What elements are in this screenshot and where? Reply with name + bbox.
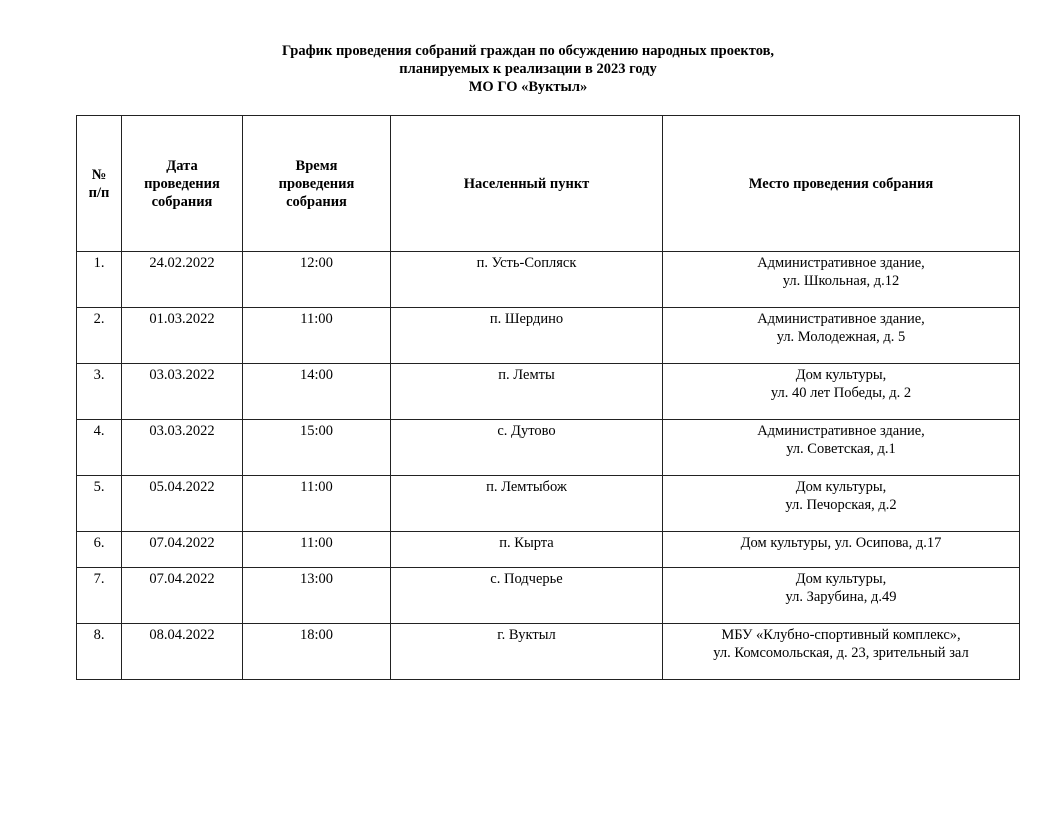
header-number: № п/п [77, 116, 122, 252]
header-date: Дата проведения собрания [122, 116, 243, 252]
cell-place: Административное здание, ул. Молодежная, д. 5 [663, 308, 1020, 364]
cell-time: 12:00 [243, 252, 391, 308]
title-line-3: МО ГО «Вуктыл» [468, 79, 588, 95]
cell-number: 2. [77, 308, 122, 364]
cell-date: 08.04.2022 [122, 624, 243, 680]
cell-number: 3. [77, 364, 122, 420]
cell-number: 6. [77, 532, 122, 568]
table-row [77, 568, 1020, 624]
cell-number: 1. [77, 252, 122, 308]
header-locality: Населенный пункт [391, 116, 663, 252]
cell-place: Дом культуры, ул. Печорская, д.2 [663, 476, 1020, 532]
title-line-2: планируемых к реализации в 2023 году [399, 61, 657, 77]
table-row [77, 624, 1020, 680]
cell-time: 14:00 [243, 364, 391, 420]
cell-locality: с. Дутово [391, 420, 663, 476]
cell-date: 24.02.2022 [122, 252, 243, 308]
table-row [77, 476, 1020, 532]
document-title [0, 42, 1056, 96]
meetings-schedule-table [76, 115, 1020, 680]
cell-locality: с. Подчерье [391, 568, 663, 624]
header-place: Место проведения собрания [663, 116, 1020, 252]
cell-date: 03.03.2022 [122, 420, 243, 476]
cell-time: 11:00 [243, 308, 391, 364]
cell-place: Дом культуры, ул. Осипова, д.17 [663, 532, 1020, 568]
cell-place: Дом культуры, ул. 40 лет Победы, д. 2 [663, 364, 1020, 420]
cell-locality: п. Шердино [391, 308, 663, 364]
cell-locality: п. Лемтыбож [391, 476, 663, 532]
table-row [77, 532, 1020, 568]
table-header-row [77, 116, 1020, 252]
cell-locality: п. Кырта [391, 532, 663, 568]
cell-place: Административное здание, ул. Школьная, д.12 [663, 252, 1020, 308]
cell-locality: п. Лемты [391, 364, 663, 420]
cell-number: 5. [77, 476, 122, 532]
cell-date: 07.04.2022 [122, 532, 243, 568]
cell-locality: г. Вуктыл [391, 624, 663, 680]
cell-time: 18:00 [243, 624, 391, 680]
table-row [77, 252, 1020, 308]
cell-date: 07.04.2022 [122, 568, 243, 624]
cell-date: 03.03.2022 [122, 364, 243, 420]
header-time: Время проведения собрания [243, 116, 391, 252]
table-row [77, 364, 1020, 420]
cell-time: 11:00 [243, 476, 391, 532]
cell-time: 15:00 [243, 420, 391, 476]
cell-time: 11:00 [243, 532, 391, 568]
cell-place: МБУ «Клубно-спортивный комплекс», ул. Комсомольская, д. 23, зрительный зал [663, 624, 1020, 680]
table-row [77, 308, 1020, 364]
cell-locality: п. Усть-Сопляск [391, 252, 663, 308]
cell-number: 7. [77, 568, 122, 624]
table-row [77, 420, 1020, 476]
cell-date: 05.04.2022 [122, 476, 243, 532]
cell-place: Административное здание, ул. Советская, д.1 [663, 420, 1020, 476]
cell-number: 4. [77, 420, 122, 476]
cell-time: 13:00 [243, 568, 391, 624]
cell-number: 8. [77, 624, 122, 680]
title-line-1: График проведения собраний граждан по обсуждению народных проектов, [281, 43, 775, 59]
cell-place: Дом культуры, ул. Зарубина, д.49 [663, 568, 1020, 624]
cell-date: 01.03.2022 [122, 308, 243, 364]
